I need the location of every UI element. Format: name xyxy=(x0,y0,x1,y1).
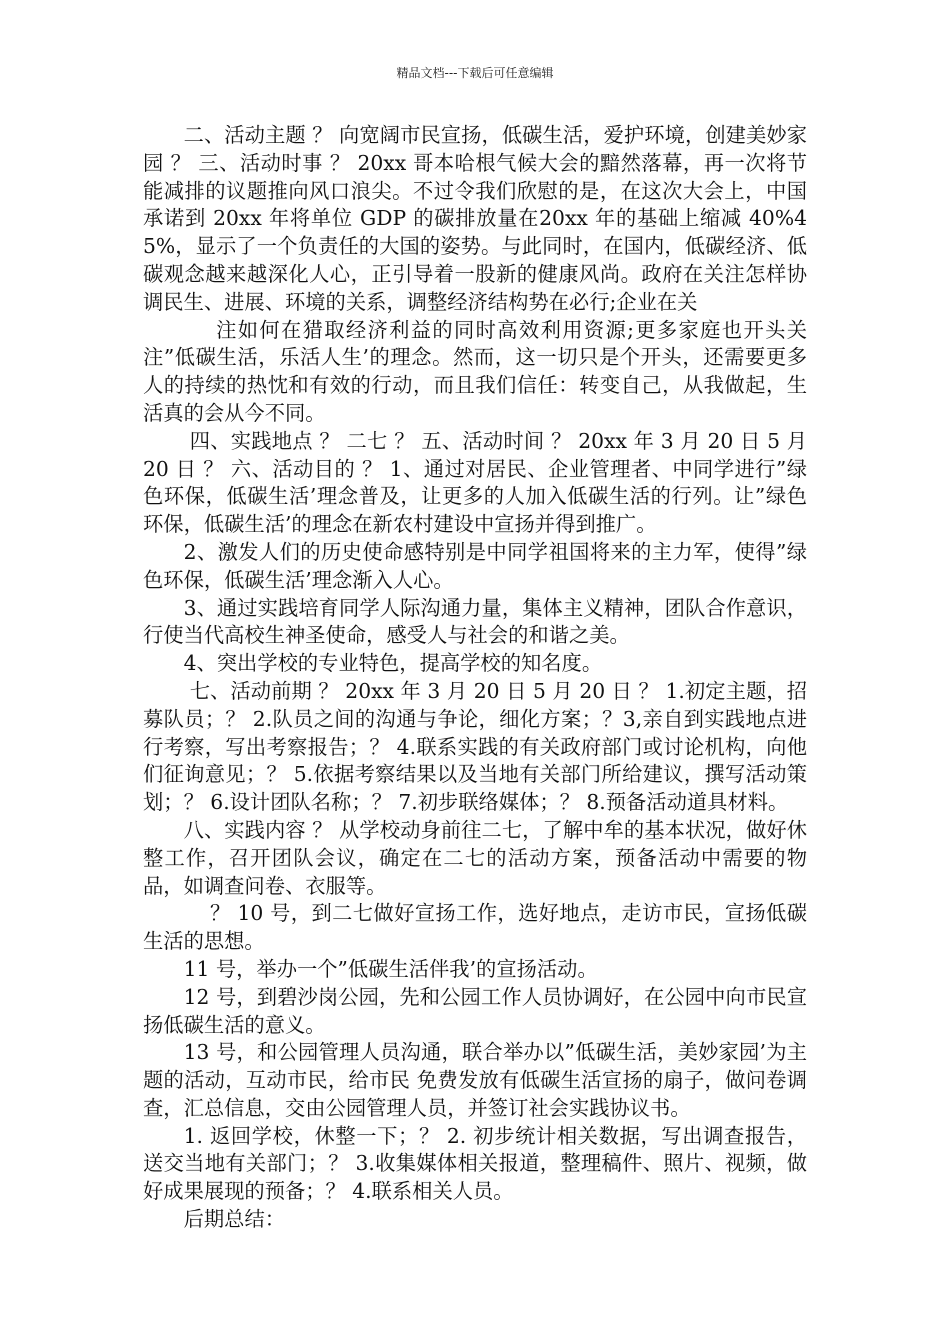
paragraph-theme-continued: 注如何在猎取经济利益的同时高效利用资源;更多家庭也开头关注”低碳生活，乐活人生’的理念。然而，这一切只是个开头，还需要更多人的持续的热忱和有效的行动，而且我们信任：转变自己，从我做起，生活真的会从今不同。 xyxy=(143,317,807,425)
page-header: 精品文档---下载后可任意编辑 xyxy=(396,66,554,80)
paragraph-return: 1. 返回学校，休整一下；？ 2. 初步统计相关数据，写出调查报告，送交当地有关部门；？ 3.收集媒体相关报道，整理稿件、照片、视频，做好成果展现的预备；？ 4.联系相关人员。 xyxy=(143,1123,807,1204)
document-body xyxy=(143,122,807,1234)
paragraph-summary-heading: 后期总结： xyxy=(183,1207,286,1232)
paragraph-day-13: 13 号，和公园管理人员沟通，联合举办以”低碳生活，美妙家园’为主题的活动，互动市民，给市民 免费发放有低碳生活宣扬的扇子，做问卷调查，汇总信息，交由公园管理人员，并签订社会实践协议书。 xyxy=(143,1040,807,1120)
paragraph-theme: 二、活动主题 ？ 向宽阔市民宣扬，低碳生活，爱护环境，创建美妙家园 ？ 三、活动时事 ？ 20xx 哥本哈根气候大会的黯然落幕，再一次将节能减排的议题推向风口浪尖。不过令我们欣慰的是，在这次大会上，中国承诺到 20xx 年将单位 GDP 的碳排放量在20xx 年的基础上缩减 40%45%，显示了一个负责任的大国的姿势。与此同时，在国内，低碳经济、低碳观念越来越深化人心，正引导着一股新的健康风尚。政府在关注怎样协调民生、进展、环境的关系，调整经济结构势在必行;企业在关 xyxy=(143,123,807,314)
paragraph-preparation: 七、活动前期 ？ 20xx 年 3 月 20 日 5 月 20 日 ？ 1.初定主题，招募队员；？ 2.队员之间的沟通与争论，细化方案；？3,亲自到实践地点进行考察，写出考察报告；？ 4.联系实践的有关政府部门或讨论机构，向他们征询意见；？ 5.依据考察结果以及当地有关部门所给建议，撰写活动策划；？ 6.设计团队名称；？ 7.初步联络媒体；？ 8.预备活动道具材料。 xyxy=(143,678,807,815)
paragraph-goal-2: 2、激发人们的历史使命感特别是中同学祖国将来的主力军，使得”绿色环保，低碳生活’理念渐入人心。 xyxy=(143,539,807,592)
paragraph-day-11: 11 号，举办一个”低碳生活伴我’的宣扬活动。 xyxy=(183,956,598,981)
paragraph-location-time-goals: 四、实践地点 ？ 二七 ？ 五、活动时间 ？ 20xx 年 3 月 20 日 5 月 20 日 ？ 六、活动目的 ？ 1、通过对居民、企业管理者、中同学进行”绿色环保，低碳生活’理念普及，让更多的人加入低碳生活的行列。让”绿色环保，低碳生活’的理念在新农村建设中宣扬并得到推广。 xyxy=(143,428,807,537)
paragraph-day-12: 12 号，到碧沙岗公园，先和公园工作人员协调好，在公园中向市民宣扬低碳生活的意义。 xyxy=(143,984,807,1037)
paragraph-goal-3: 3、通过实践培育同学人际沟通力量，集体主义精神，团队合作意识，行使当代高校生神圣使命，感受人与社会的和谐之美。 xyxy=(143,595,807,648)
paragraph-day-10: ？ 10 号，到二七做好宣扬工作，选好地点，走访市民，宣扬低碳生活的思想。 xyxy=(143,901,807,954)
paragraph-goal-4: 4、突出学校的专业特色，提高学校的知名度。 xyxy=(183,651,603,676)
paragraph-practice-content: 八、实践内容 ？ 从学校动身前往二七，了解中牟的基本状况，做好休整工作，召开团队会议，确定在二七的活动方案，预备活动中需要的物品，如调查问卷、衣服等。 xyxy=(143,817,807,898)
